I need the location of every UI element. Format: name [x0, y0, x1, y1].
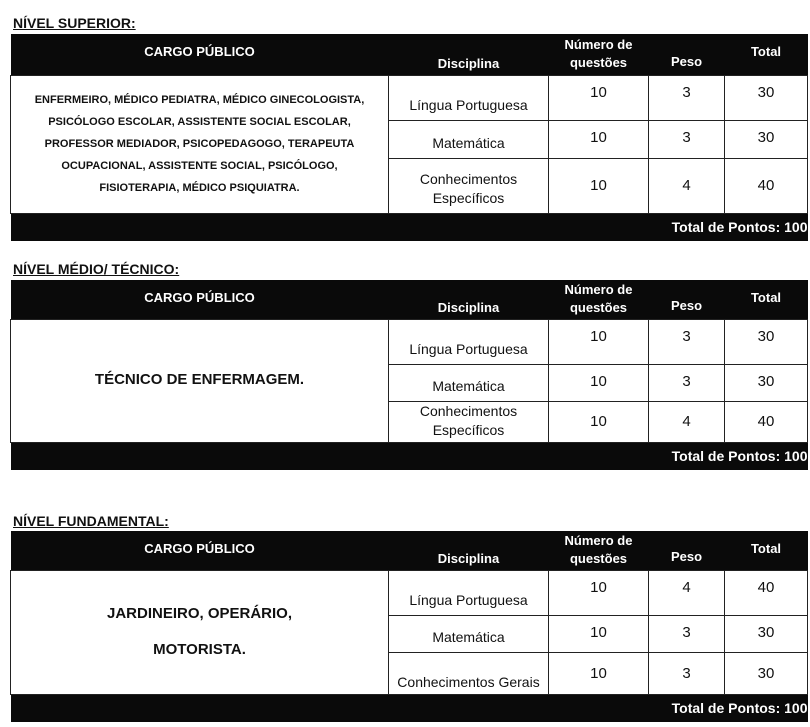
peso-cell: 3 — [649, 75, 725, 120]
header-numero-questoes: Número de questões — [549, 34, 649, 75]
cargo-text: JARDINEIRO, OPERÁRIO, MOTORISTA. — [106, 605, 293, 658]
table-nivel-fundamental — [10, 531, 808, 722]
questoes-cell: 10 — [549, 75, 649, 120]
total-cell: 30 — [725, 319, 808, 364]
disciplina-cell: Matemática — [389, 120, 549, 158]
header-peso: Peso — [649, 531, 725, 570]
header-cargo: CARGO PÚBLICO — [11, 280, 389, 319]
table-nivel-medio-tecnico — [10, 280, 808, 470]
disciplina-cell: Língua Portuguesa — [389, 570, 549, 615]
header-total: Total — [725, 531, 808, 570]
peso-cell: 3 — [649, 364, 725, 401]
header-disciplina: Disciplina — [389, 280, 549, 319]
total-cell: 30 — [725, 120, 808, 158]
peso-cell: 3 — [649, 120, 725, 158]
total-pontos-row — [11, 694, 808, 722]
disciplina-cell: Língua Portuguesa — [389, 75, 549, 120]
disciplina-cell: Conhecimentos Gerais — [389, 652, 549, 694]
peso-cell: 4 — [649, 570, 725, 615]
total-cell: 30 — [725, 75, 808, 120]
questoes-cell: 10 — [549, 319, 649, 364]
header-numero-questoes: Número de questões — [549, 280, 649, 319]
header-peso: Peso — [649, 34, 725, 75]
cargo-cell — [11, 570, 389, 694]
total-cell: 30 — [725, 615, 808, 652]
total-cell: 30 — [725, 652, 808, 694]
section-title-medio-tecnico: NÍVEL MÉDIO/ TÉCNICO: — [13, 261, 180, 277]
questoes-cell: 10 — [549, 364, 649, 401]
header-disciplina: Disciplina — [389, 34, 549, 75]
peso-cell: 3 — [649, 319, 725, 364]
header-cargo: CARGO PÚBLICO — [11, 34, 389, 75]
section-title-superior: NÍVEL SUPERIOR: — [13, 15, 136, 31]
header-disciplina: Disciplina — [389, 531, 549, 570]
disciplina-cell: Língua Portuguesa — [389, 319, 549, 364]
questoes-cell: 10 — [549, 615, 649, 652]
questoes-cell: 10 — [549, 120, 649, 158]
peso-cell: 4 — [649, 158, 725, 213]
section-title-fundamental: NÍVEL FUNDAMENTAL: — [13, 513, 169, 529]
questoes-cell: 10 — [549, 652, 649, 694]
disciplina-cell: Conhecimentos Específicos — [389, 401, 549, 442]
peso-cell: 3 — [649, 652, 725, 694]
total-cell: 30 — [725, 364, 808, 401]
total-pontos: Total de Pontos: 100 — [11, 213, 808, 241]
questoes-cell: 10 — [549, 570, 649, 615]
table-row — [11, 319, 808, 364]
table-nivel-superior — [10, 34, 808, 241]
peso-cell: 3 — [649, 615, 725, 652]
disciplina-cell: Matemática — [389, 364, 549, 401]
disciplina-cell: Matemática — [389, 615, 549, 652]
header-total: Total — [725, 34, 808, 75]
header-cargo: CARGO PÚBLICO — [11, 531, 389, 570]
total-pontos-row — [11, 442, 808, 470]
questoes-cell: 10 — [549, 158, 649, 213]
header-total: Total — [725, 280, 808, 319]
questoes-cell: 10 — [549, 401, 649, 442]
cargo-cell: ENFERMEIRO, MÉDICO PEDIATRA, MÉDICO GINECOLOGISTA, PSICÓLOGO ESCOLAR, ASSISTENTE SOCIAL ESCOLAR, PROFESSOR MEDIADOR, PSICOPEDAGOGO, TERAPEUTA OCUPACIONAL, ASSISTENTE SOCIAL, PSICÓLOGO, FISIOTERAPIA, MÉDICO PSIQUIATRA. — [11, 75, 389, 213]
table-row — [11, 570, 808, 615]
total-cell: 40 — [725, 570, 808, 615]
disciplina-cell: Conhecimentos Específicos — [389, 158, 549, 213]
cargo-cell: TÉCNICO DE ENFERMAGEM. — [11, 319, 389, 442]
total-pontos: Total de Pontos: 100 — [11, 442, 808, 470]
header-numero-questoes: Número de questões — [549, 531, 649, 570]
total-pontos: Total de Pontos: 100 — [11, 694, 808, 722]
total-cell: 40 — [725, 158, 808, 213]
total-cell: 40 — [725, 401, 808, 442]
header-peso: Peso — [649, 280, 725, 319]
peso-cell: 4 — [649, 401, 725, 442]
total-pontos-row — [11, 213, 808, 241]
table-row — [11, 75, 808, 120]
